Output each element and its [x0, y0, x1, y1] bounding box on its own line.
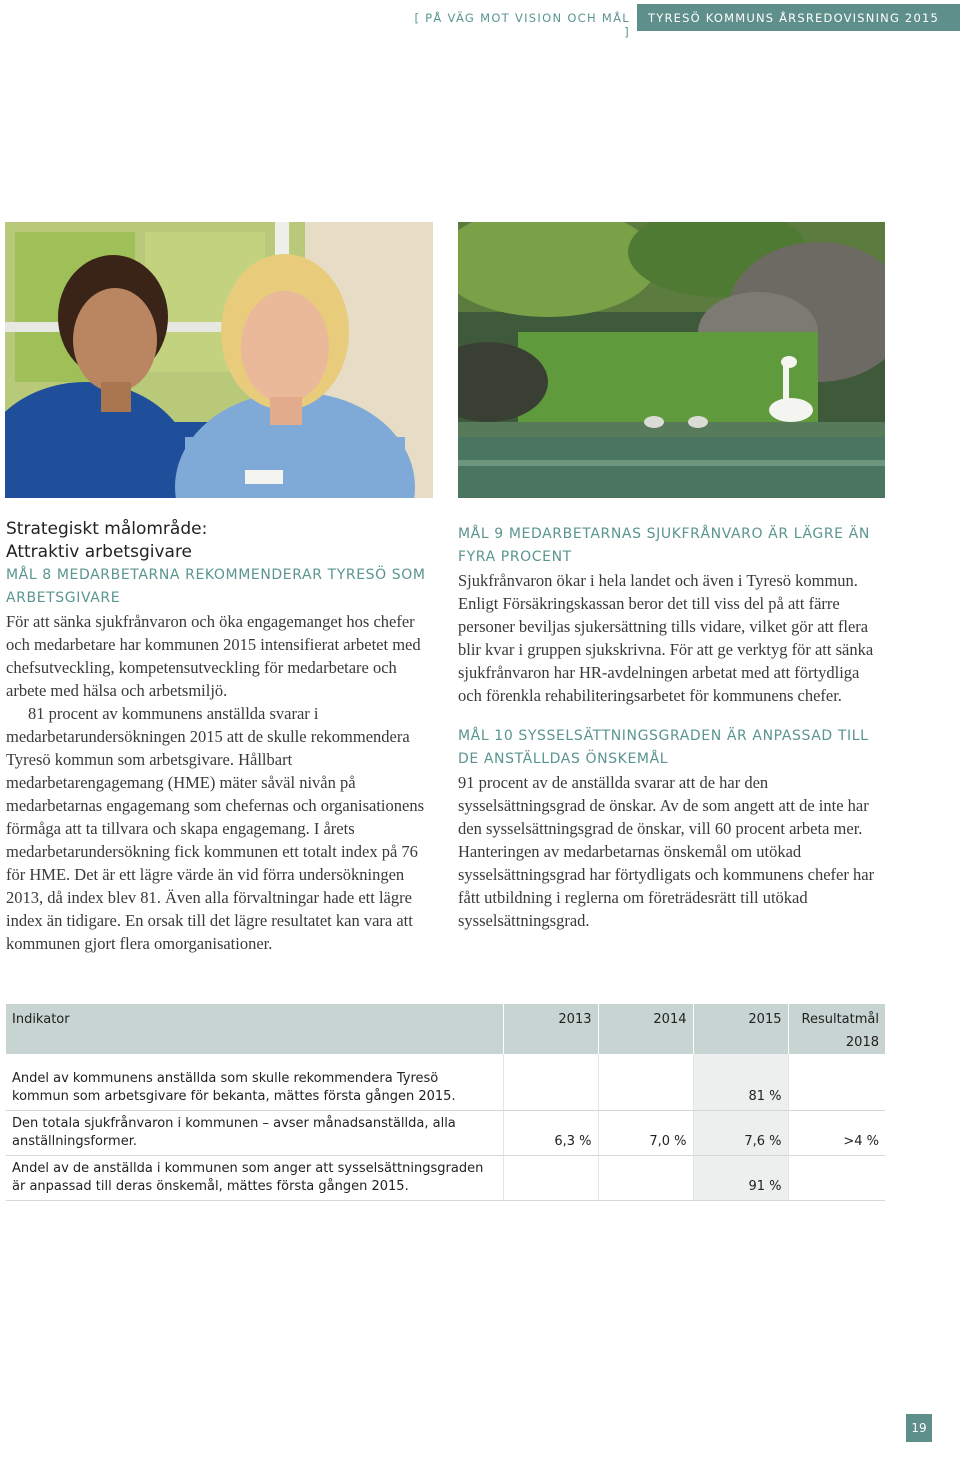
table-row [6, 1156, 885, 1201]
swan-lake-photo [458, 222, 885, 498]
right-column [458, 523, 886, 932]
goal-8-heading: MÅL 8 MEDARBETARNA REKOMMENDERAR TYRESÖ SOM ARBETSGIVARE [6, 567, 426, 606]
value-target [788, 1054, 885, 1111]
page-number: 19 [906, 1414, 932, 1442]
goal-10-heading: MÅL 10 SYSSELSÄTTNINGSGRADEN ÄR ANPASSAD TILL DE ANSTÄLLDAS ÖNSKEMÅL [458, 728, 869, 767]
header-report-title: TYRESÖ KOMMUNS ÅRSREDOVISNING 2015 [637, 4, 960, 31]
value-2013 [503, 1156, 598, 1201]
goal-9-heading: MÅL 9 MEDARBETARNAS SJUKFRÅNVARO ÄR LÄGRE ÄN FYRA PROCENT [458, 526, 870, 565]
value-2015: 7,6 % [693, 1111, 788, 1156]
indicator-description: Den totala sjukfrånvaron i kommunen – avser månadsanställda, alla anställningsformer. [6, 1111, 503, 1156]
goal-8-paragraph-2: 81 procent av kommunens anställda svarar i medarbetarundersökningen 2015 att de skulle rekommendera Tyresö kommun som arbetsgivare. Hållbart medarbetarengagemang (HME) mäter såväl nivån på medarbetarnas engagemang som chefernas och organisationens förmåga att ta tillvara och skapa engagemang. I årets medarbetarundersökning fick kommunen ett totalt index på 76 för HME. Det är ett lägre värde än vid förra undersökningen 2013, då index blev 81. Även alla förvaltningar hade ett lägre index än tidigare. En orsak till det lägre resultatet kan vara att kommunen gjort flera omorganisationer. [6, 704, 424, 953]
value-2013: 6,3 % [503, 1111, 598, 1156]
goal-10-paragraph: 91 procent av de anställda svarar att de har den sysselsättningsgrad de önskar. Av de som angett att de inte har den sysselsättningsgrad de önskar, vill 60 procent arbeta mer. Hanteringen av medarbetarnas önskemål om utökad sysselsättningsgrad har förtydligats och kommunens chefer har fått utbildning i reglerna om företrädesrätt till utökad sysselsättningsgrad. [458, 773, 875, 930]
table-header-row [6, 1004, 885, 1054]
indicator-description: Andel av de anställda i kommunen som anger att sysselsättningsgraden är anpassad till deras önskemål, mättes första gången 2015. [6, 1156, 503, 1201]
header-2013: 2013 [503, 1004, 598, 1054]
goal-8-paragraph-1: För att sänka sjukfrånvaron och öka engagemanget hos chefer och medarbetare har kommunen 2015 intensifierat arbetet med chefsutveckling, kompetensutveckling för medarbetare och arbete med hälsa och arbetsmiljö. [6, 612, 421, 700]
value-2014 [598, 1156, 693, 1201]
left-column [6, 518, 426, 955]
header-indicator: Indikator [6, 1004, 503, 1054]
value-2014: 7,0 % [598, 1111, 693, 1156]
value-2014 [598, 1054, 693, 1111]
value-target [788, 1156, 885, 1201]
section-title-line-2: Attraktiv arbetsgivare [6, 542, 193, 562]
section-title-line-1: Strategiskt målområde: [6, 519, 208, 539]
value-2015: 81 % [693, 1054, 788, 1111]
value-2015: 91 % [693, 1156, 788, 1201]
table-row [6, 1054, 885, 1111]
header-section-label: [ PÅ VÄG MOT VISION OCH MÅL ] [414, 11, 630, 39]
indicator-table [6, 1004, 885, 1201]
goal-9-paragraph: Sjukfrånvaron ökar i hela landet och även i Tyresö kommun. Enligt Försäkringskassan beror det till viss del på att färre personer beviljas sjukersättning tills vidare, vilket gör att flera blir kvar i gruppen sjukskrivna. För att ge verktyg för att sänka sjukfrånvaron har HR-avdelningen arbetat med att förtydliga och förenkla rehabiliteringsarbetet för kommunens chefer. [458, 571, 874, 705]
header-target-2018: Resultatmål 2018 [788, 1004, 885, 1054]
value-2013 [503, 1054, 598, 1111]
table-row [6, 1111, 885, 1156]
value-target: >4 % [788, 1111, 885, 1156]
staff-photo [5, 222, 433, 498]
header-2015: 2015 [693, 1004, 788, 1054]
header-2014: 2014 [598, 1004, 693, 1054]
indicator-description: Andel av kommunens anställda som skulle rekommendera Tyresö kommun som arbetsgivare för bekanta, mättes första gången 2015. [6, 1054, 503, 1111]
